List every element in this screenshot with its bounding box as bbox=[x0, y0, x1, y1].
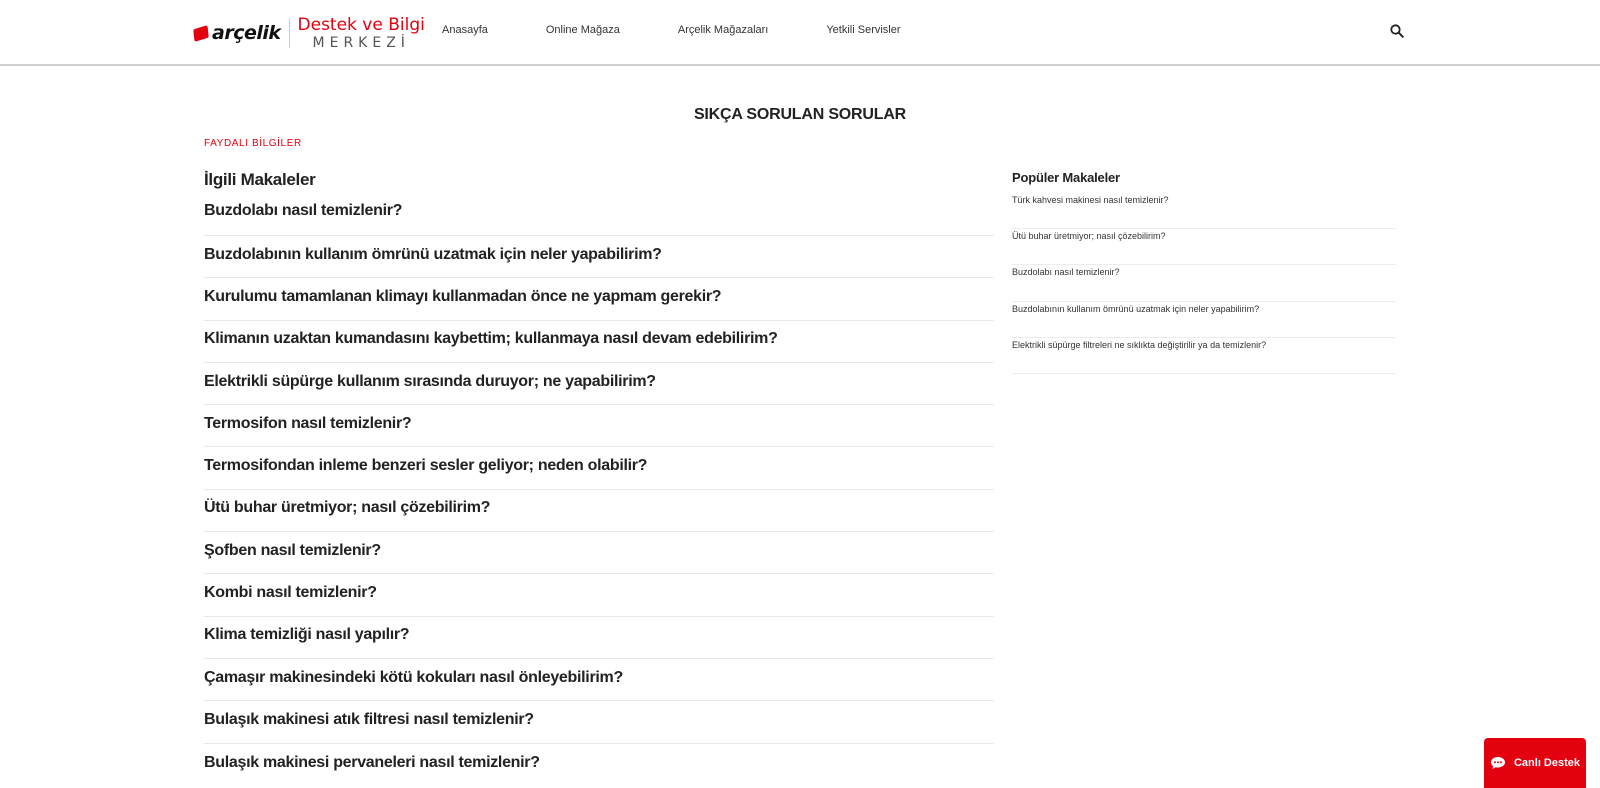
faq-item[interactable]: Ütü buhar üretmiyor; nasıl çözebilirim? bbox=[204, 490, 994, 532]
popular-article-link[interactable]: Buzdolabının kullanım ömrünü uzatmak için neler yapabilirim? bbox=[1012, 302, 1396, 338]
faq-item[interactable]: Bulaşık makinesi pervaneleri nasıl temizlenir? bbox=[204, 753, 540, 771]
logo-subtitle-bottom: MERKEZİ bbox=[312, 34, 410, 51]
eyebrow-label: FAYDALI BİLGİLER bbox=[204, 138, 302, 149]
nav-item-yetkili-servisler[interactable]: Yetkili Servisler bbox=[826, 24, 901, 36]
nav-item-arcelik-magazalari[interactable]: Arçelik Mağazaları bbox=[677, 24, 769, 36]
logo-divider bbox=[289, 18, 290, 48]
main-content bbox=[204, 138, 994, 786]
faq-item[interactable]: Buzdolabının kullanım ömrünü uzatmak için neler yapabilirim? bbox=[204, 236, 994, 278]
page-title: SIKÇA SORULAN SORULAR bbox=[693, 105, 907, 123]
section-title: İlgili Makaleler bbox=[204, 170, 316, 189]
search-icon bbox=[1390, 24, 1404, 38]
logo-subtitle-top: Destek ve Bilgi bbox=[297, 14, 425, 35]
faq-list bbox=[204, 202, 994, 786]
faq-item[interactable]: Termosifon nasıl temizlenir? bbox=[204, 405, 994, 447]
logo-mark-icon bbox=[193, 25, 209, 42]
main-nav bbox=[442, 24, 959, 36]
chat-icon bbox=[1490, 756, 1506, 770]
faq-item[interactable]: Termosifondan inleme benzeri sesler geliyor; neden olabilir? bbox=[204, 447, 994, 489]
site-logo[interactable] bbox=[194, 16, 425, 50]
popular-articles bbox=[1012, 170, 1396, 374]
faq-item[interactable]: Bulaşık makinesi atık filtresi nasıl temizlenir? bbox=[204, 701, 994, 743]
popular-articles-title: Popüler Makaleler bbox=[1012, 170, 1120, 185]
popular-article-link[interactable]: Ütü buhar üretmiyor; nasıl çözebilirim? bbox=[1012, 229, 1396, 265]
logo-subtitle bbox=[297, 14, 425, 51]
search-button[interactable] bbox=[1390, 24, 1406, 40]
site-header bbox=[0, 0, 1600, 66]
faq-item[interactable]: Klimanın uzaktan kumandasını kaybettim; kullanmaya nasıl devam edebilirim? bbox=[204, 321, 994, 363]
live-support-button[interactable] bbox=[1484, 738, 1586, 788]
faq-item[interactable]: Buzdolabı nasıl temizlenir? bbox=[204, 202, 994, 236]
popular-article-link[interactable]: Buzdolabı nasıl temizlenir? bbox=[1012, 265, 1396, 301]
faq-item[interactable]: Şofben nasıl temizlenir? bbox=[204, 532, 994, 574]
popular-article-link[interactable]: Türk kahvesi makinesi nasıl temizlenir? bbox=[1012, 193, 1396, 229]
nav-item-online-magaza[interactable]: Online Mağaza bbox=[545, 24, 620, 36]
popular-articles-list bbox=[1012, 193, 1396, 374]
nav-item-anasayfa[interactable]: Anasayfa bbox=[442, 24, 488, 36]
live-support-label: Canlı Destek bbox=[1513, 757, 1581, 769]
faq-item[interactable]: Çamaşır makinesindeki kötü kokuları nasıl önleyebilirim? bbox=[204, 659, 994, 701]
popular-article-link[interactable]: Elektrikli süpürge filtreleri ne sıklıkta değiştirilir ya da temizlenir? bbox=[1012, 338, 1396, 374]
logo-brand: arçelik bbox=[212, 22, 281, 44]
faq-item[interactable]: Kurulumu tamamlanan klimayı kullanmadan önce ne yapmam gerekir? bbox=[204, 278, 994, 320]
faq-item[interactable]: Klima temizliği nasıl yapılır? bbox=[204, 617, 994, 659]
faq-item[interactable]: Kombi nasıl temizlenir? bbox=[204, 574, 994, 616]
faq-item[interactable]: Elektrikli süpürge kullanım sırasında duruyor; ne yapabilirim? bbox=[204, 363, 994, 405]
